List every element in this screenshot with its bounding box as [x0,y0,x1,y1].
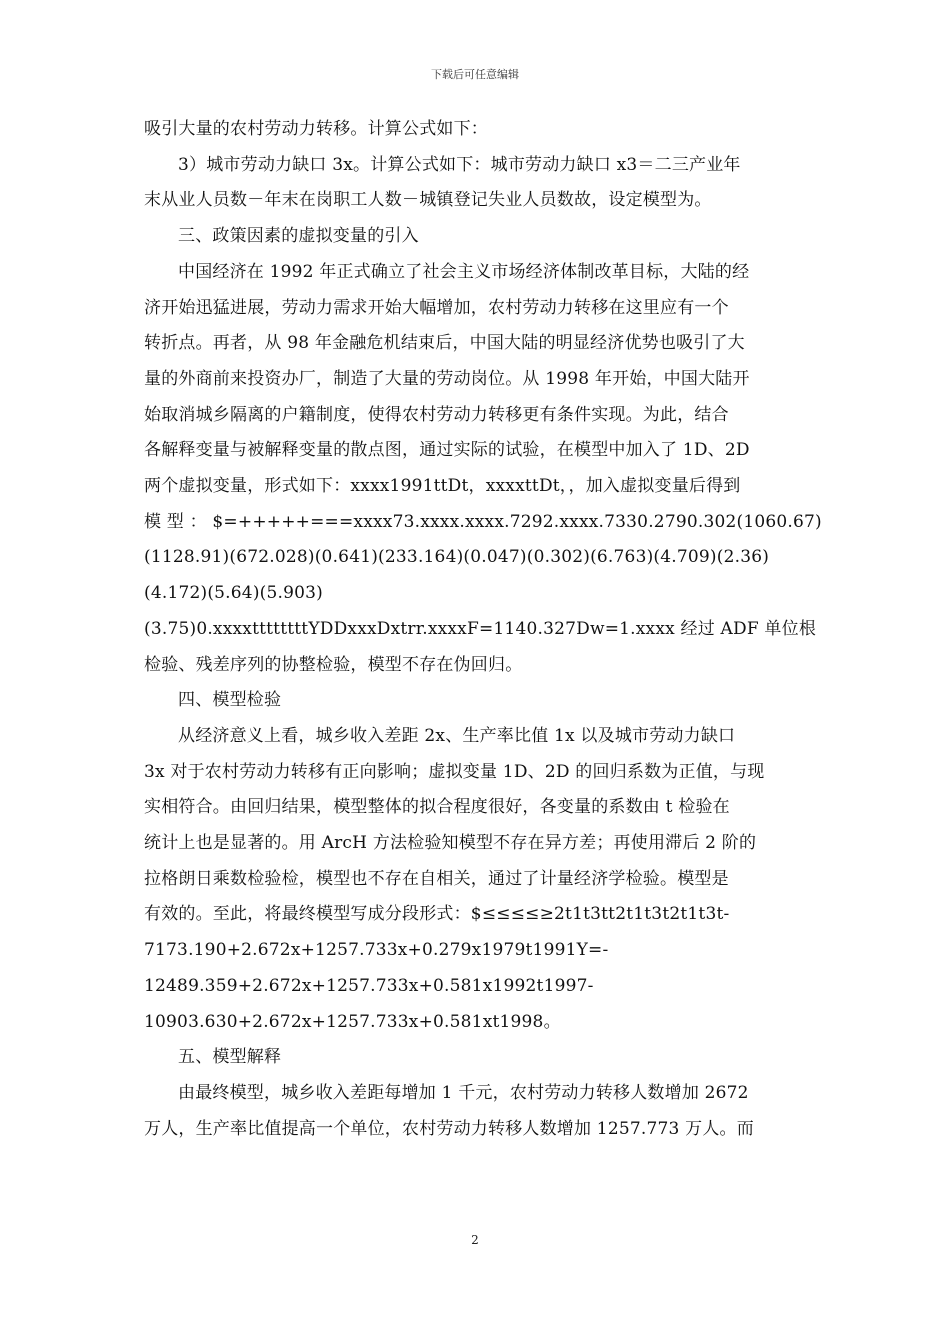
text-line: 有效的。至此，将最终模型写成分段形式：$≤≤≤≤≥2t1t3tt2t1t3t2t1t3t- [144,904,730,925]
text-line: 转折点。再者，从 98 年金融危机结束后，中国大陆的明显经济优势也吸引了大 [144,333,745,354]
page-header: 下载后可任意编辑 [431,68,519,81]
text-line: 模 型 ： $=+++++===xxxx73.xxxx.xxxx.7292.xxxx.7330.2790.302(1060.67) [144,511,822,532]
text-line: 拉格朗日乘数检验检，模型也不存在自相关，通过了计量经济学检验。模型是 [144,868,729,889]
paragraph-p7 [144,719,806,1040]
text-line: 五、模型解释 [178,1047,282,1068]
paragraph-p4 [144,255,822,612]
paragraph-p3 [144,219,806,255]
text-line: 济开始迅猛进展，劳动力需求开始大幅增加，农村劳动力转移在这里应有一个 [144,297,729,318]
document-body [144,112,822,1147]
paragraph-p2 [144,148,806,219]
text-line: 从经济意义上看，城乡收入差距 2x、生产率比值 1x 以及城市劳动力缺口 [178,725,736,746]
text-line: 各解释变量与被解释变量的散点图，通过实际的试验，在模型中加入了 1D、2D [144,440,750,461]
text-line: 量的外商前来投资办厂，制造了大量的劳动岗位。从 1998 年开始，中国大陆开 [144,368,750,389]
text-line: 12489.359+2.672x+1257.733x+0.581x1992t1997- [144,975,594,996]
paragraph-p9 [144,1076,806,1147]
paragraph-p6 [144,683,806,719]
text-line: 统计上也是显著的。用 ArcH 方法检验知模型不存在异方差；再使用滞后 2 阶的 [144,833,757,854]
text-line: 7173.190+2.672x+1257.733x+0.279x1979t1991Y=- [144,940,609,961]
text-line: 末从业人员数－年末在岗职工人数－城镇登记失业人员数故，设定模型为。 [144,190,712,211]
text-line: 由最终模型，城乡收入差距每增加 1 千元，农村劳动力转移人数增加 2672 [178,1082,749,1103]
text-line: 三、政策因素的虚拟变量的引入 [178,226,419,247]
text-line: 中国经济在 1992 年正式确立了社会主义市场经济体制改革目标，大陆的经 [178,261,750,282]
text-line: 吸引大量的农村劳动力转移。计算公式如下： [144,119,488,139]
text-line: 始取消城乡隔离的户籍制度，使得农村劳动力转移更有条件实现。为此，结合 [144,404,729,425]
text-line: 10903.630+2.672x+1257.733x+0.581xt1998。 [144,1011,561,1032]
text-line: 四、模型检验 [178,690,282,711]
text-line: (4.172)(5.64)(5.903) [144,583,323,604]
text-line: 3x 对于农村劳动力转移有正向影响；虚拟变量 1D、2D 的回归系数为正值，与现 [144,761,765,782]
text-line: (3.75)0.xxxxttttttttYDDxxxDxtrr.xxxxF=1140.327Dw=1.xxxx 经过 ADF 单位根 [144,618,817,639]
paragraph-p8 [144,1040,806,1076]
text-line: 两个虚拟变量，形式如下：xxxx1991ttDt，xxxxttDt，，加入虚拟变量后得到 [144,476,741,497]
text-line: 万人，生产率比值提高一个单位，农村劳动力转移人数增加 1257.773 万人。而 [144,1118,754,1139]
text-line: 实相符合。由回归结果，模型整体的拟合程度很好，各变量的系数由 t 检验在 [144,797,730,818]
page-number: 2 [471,1233,479,1247]
text-line: (1128.91)(672.028)(0.641)(233.164)(0.047)(0.302)(6.763)(4.709)(2.36) [144,547,770,568]
paragraph-p1 [144,112,806,148]
text-line: 检验、残差序列的协整检验，模型不存在伪回归。 [144,654,523,675]
text-line: 3）城市劳动力缺口 3x。计算公式如下：城市劳动力缺口 x3＝二三产业年 [178,154,741,175]
paragraph-p5 [144,612,817,683]
